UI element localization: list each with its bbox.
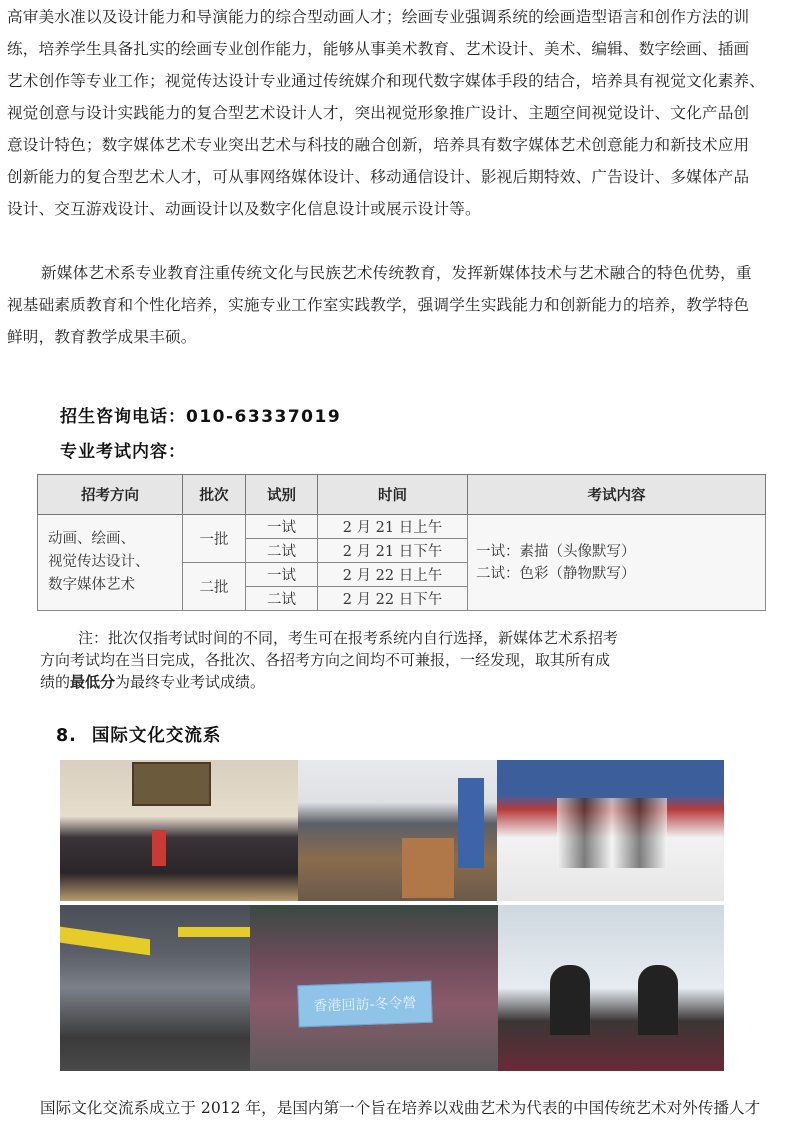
podium: [402, 838, 454, 898]
contact-label: 招生咨询电话：: [60, 407, 186, 427]
time-cell: 2 月 21 日下午: [318, 539, 468, 563]
note-line: 注：批次仅指考试时间的不同，考生可在报考系统内自行选择，新媒体艺术系招考: [78, 629, 619, 647]
text-line: 艺术创作等专业工作；视觉传达设计专业通过传统媒介和现代数字媒体手段的结合，培养具有视觉文化素养、: [7, 72, 766, 90]
text-line: 设计、交互游戏设计、动画设计以及数字化信息设计或展示设计等。: [7, 200, 481, 218]
text-line: 意设计特色；数字媒体艺术专业突出艺术与科技的融合创新，培养具有数字媒体艺术创意能力和新技术应用: [7, 136, 750, 154]
red-scarf: [152, 830, 166, 866]
intro-paragraph: [7, 1, 800, 225]
direction-line: 动画、绘画、: [48, 531, 135, 547]
yellow-band: [60, 927, 150, 956]
hongkong-visit-photo: [250, 905, 498, 1071]
content-line: 一试：素描（头像默写）: [476, 543, 636, 560]
exam-heading: 专业考试内容：: [60, 442, 186, 462]
session-cell: 一试: [246, 563, 318, 587]
lowest-score-emphasis: 最低分: [70, 673, 116, 691]
exam-schedule-table: [37, 474, 766, 611]
section-8-intro-text: 国际文化交流系成立于 2012 年，是国内第一个旨在培养以戏曲艺术为代表的中国传统艺术对外传播人才: [40, 1099, 761, 1117]
header-time: 时间: [318, 475, 468, 515]
ceremony-photo: [497, 760, 724, 901]
header-session: 试别: [246, 475, 318, 515]
banner: 香港回訪-冬令營: [297, 981, 432, 1028]
batch-cell: 一批: [183, 515, 246, 563]
stadium-visit-photo: [60, 905, 250, 1071]
table-row: [38, 515, 766, 539]
contact-phone: [60, 402, 341, 427]
header-direction: 招考方向: [38, 475, 183, 515]
text-line: 练，培养学生具备扎实的绘画专业创作能力，能够从事美术教育、艺术设计、美术、编辑、数字绘画、插画: [7, 40, 750, 58]
phone-number: 010-63337019: [186, 407, 342, 427]
text-line: 视基础素质教育和个性化培养，实施专业工作室实践教学，强调学生实践能力和创新能力的培养，教学特色: [7, 296, 750, 314]
content-cell: [468, 515, 766, 611]
note-text: 为最终专业考试成绩。: [115, 673, 266, 691]
signatory: [550, 965, 590, 1035]
session-cell: 二试: [246, 587, 318, 611]
time-cell: 2 月 22 日下午: [318, 587, 468, 611]
officials: [557, 798, 667, 868]
note-text: 绩的: [40, 673, 71, 691]
time-cell: 2 月 21 日上午: [318, 515, 468, 539]
direction-cell: [38, 515, 183, 611]
direction-line: 数字媒体艺术: [48, 577, 135, 593]
signing-ceremony-photo: [498, 905, 724, 1071]
content-line: 二试：色彩（静物默写）: [476, 565, 636, 582]
lecturer: [458, 778, 484, 868]
signatory: [638, 965, 678, 1035]
section-8-heading: [56, 722, 221, 747]
text-line: 创新能力的复合型艺术人才，可从事网络媒体设计、移动通信设计、影视后期特效、广告设计、多媒体产品: [7, 168, 750, 186]
note-line: 方向考试均在当日完成，各批次、各招考方向之间均不可兼报，一经发现，取其所有成: [40, 651, 611, 669]
session-cell: 二试: [246, 539, 318, 563]
batch-cell: 二批: [183, 563, 246, 611]
second-paragraph: [7, 257, 800, 353]
group-photo-gallery: [60, 760, 298, 901]
yellow-band: [178, 927, 250, 937]
header-content: 考试内容: [468, 475, 766, 515]
direction-line: 视觉传达设计、: [48, 554, 150, 570]
note-line: [40, 671, 790, 693]
text-line: 高审美水准以及设计能力和导演能力的综合型动画人才；绘画专业强调系统的绘画造型语言和创作方法的训: [7, 8, 750, 26]
section-title: 国际文化交流系: [91, 726, 222, 746]
text-line: 视觉创意与设计实践能力的复合型艺术设计人才，突出视觉形象推广设计、主题空间视觉设计、文化产品创: [7, 104, 750, 122]
painting: [132, 762, 211, 806]
text-line: 鲜明，教育教学成果丰硕。: [7, 328, 197, 346]
section-number: 8.: [56, 726, 77, 746]
text-line: 新媒体艺术系专业教育注重传统文化与民族艺术传统教育，发挥新媒体技术与艺术融合的特色优势，重: [41, 264, 752, 282]
photo-collage: [60, 760, 724, 1071]
table-header-row: [38, 475, 766, 515]
header-batch: 批次: [183, 475, 246, 515]
session-cell: 一试: [246, 515, 318, 539]
classroom-lecture-photo: [298, 760, 497, 901]
exam-note: [40, 627, 790, 693]
time-cell: 2 月 22 日上午: [318, 563, 468, 587]
